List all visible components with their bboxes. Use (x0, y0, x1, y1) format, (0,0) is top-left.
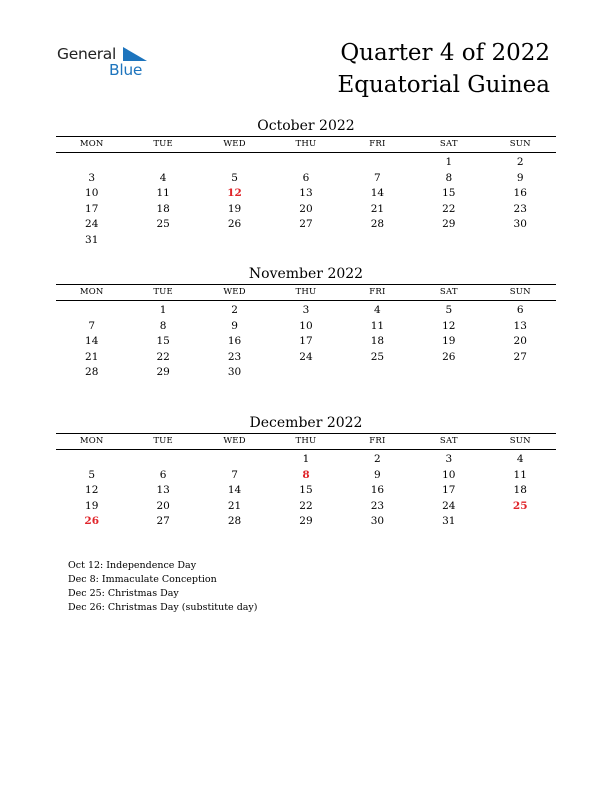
day-cell: 20 (513, 335, 527, 347)
day-cell: 17 (442, 484, 456, 496)
week-row (56, 452, 556, 468)
week-row (56, 499, 556, 515)
day-cell: 22 (156, 350, 170, 363)
day-cell: 8 (302, 468, 310, 481)
day-cell: 2 (516, 156, 524, 168)
day-cell: 25 (156, 218, 170, 230)
day-cell (485, 365, 556, 381)
day-cell: 17 (85, 202, 99, 215)
day-cell: 9 (231, 319, 238, 332)
holiday-note: Dec 26: Christmas Day (substitute day) (68, 602, 258, 613)
day-cell: 7 (374, 171, 381, 184)
day-cell: 18 (513, 484, 527, 496)
day-cell: 18 (156, 202, 170, 215)
day-cell: 1 (159, 304, 167, 316)
week-row (56, 217, 556, 233)
day-cell (199, 233, 270, 249)
day-cell: 20 (299, 202, 313, 215)
month-title: November 2022 (248, 266, 364, 282)
day-cell: 4 (516, 453, 524, 465)
day-cell: 31 (85, 233, 99, 246)
day-cell: 3 (302, 304, 310, 316)
weekday-label: SAT (439, 287, 458, 297)
day-cell: 12 (227, 187, 242, 199)
weekday-label: MON (79, 436, 104, 446)
holiday-notes (68, 559, 258, 615)
page-title (337, 37, 550, 101)
week-row (56, 468, 556, 484)
weekday-label: WED (223, 287, 246, 297)
day-cell (413, 233, 484, 249)
day-cell: 24 (85, 218, 99, 230)
day-cell (56, 155, 127, 171)
day-cell: 16 (513, 187, 527, 199)
weekday-label: FRI (369, 139, 386, 149)
weekday-label: SUN (509, 139, 531, 149)
day-cell (342, 233, 413, 249)
day-cell: 10 (85, 187, 99, 199)
month-november (56, 264, 556, 381)
month-title: December 2022 (249, 415, 363, 431)
day-cell: 14 (370, 187, 385, 199)
weekday-label: WED (223, 139, 246, 149)
day-cell (127, 452, 198, 468)
day-cell: 21 (370, 202, 385, 215)
week-row (56, 350, 556, 366)
day-cell (342, 155, 413, 171)
month-title: October 2022 (257, 118, 355, 134)
day-cell: 6 (159, 468, 167, 481)
triangle-flag-icon (123, 47, 147, 61)
day-cell: 23 (370, 499, 385, 512)
day-cell: 6 (516, 304, 524, 316)
day-cell (270, 233, 341, 249)
day-cell: 13 (299, 187, 313, 199)
day-cell: 7 (231, 468, 238, 481)
day-cell (270, 155, 341, 171)
day-cell (342, 365, 413, 381)
weekday-label: MON (79, 139, 104, 149)
week-row (56, 365, 556, 381)
weekday-label: THU (295, 287, 317, 297)
month-grid (56, 153, 556, 248)
month-grid (56, 450, 556, 530)
day-cell: 30 (370, 515, 385, 527)
day-cell: 3 (445, 453, 453, 465)
day-cell: 24 (442, 499, 456, 512)
week-row (56, 233, 556, 249)
day-cell (127, 155, 198, 171)
day-cell: 3 (88, 171, 96, 184)
weekday-label: MON (79, 287, 104, 297)
day-cell: 10 (442, 468, 456, 481)
weekday-header (56, 285, 556, 301)
week-row (56, 155, 556, 171)
day-cell: 10 (299, 319, 313, 332)
weekday-label: SAT (439, 139, 458, 149)
day-cell: 28 (227, 515, 242, 527)
day-cell: 21 (85, 350, 99, 363)
day-cell: 9 (516, 171, 524, 184)
day-cell: 27 (513, 350, 527, 363)
day-cell: 8 (159, 319, 167, 332)
week-row (56, 319, 556, 335)
day-cell: 23 (513, 202, 527, 215)
week-row (56, 186, 556, 202)
week-row (56, 334, 556, 350)
logo-general-text: General (57, 45, 116, 63)
week-row (56, 514, 556, 530)
weekday-label: SUN (509, 436, 531, 446)
day-cell (199, 155, 270, 171)
day-cell (485, 514, 556, 530)
day-cell: 19 (227, 202, 242, 215)
day-cell: 16 (370, 484, 385, 496)
day-cell: 22 (442, 202, 456, 215)
day-cell (270, 365, 341, 381)
day-cell: 14 (227, 484, 242, 496)
day-cell: 4 (159, 171, 167, 184)
day-cell (485, 233, 556, 249)
week-row (56, 202, 556, 218)
day-cell: 18 (370, 335, 385, 347)
month-december (56, 413, 556, 530)
day-cell: 8 (445, 171, 453, 184)
weekday-label: TUE (153, 436, 173, 446)
day-cell: 2 (231, 304, 238, 316)
day-cell: 29 (442, 218, 456, 230)
day-cell: 7 (88, 319, 96, 332)
holiday-note: Dec 8: Immaculate Conception (68, 574, 217, 585)
day-cell: 29 (299, 515, 313, 527)
day-cell (413, 365, 484, 381)
day-cell: 14 (85, 335, 99, 347)
day-cell: 26 (442, 350, 456, 363)
day-cell: 30 (513, 218, 527, 230)
day-cell: 13 (156, 484, 170, 496)
day-cell: 31 (442, 515, 456, 527)
weekday-label: THU (295, 139, 317, 149)
month-grid (56, 301, 556, 381)
day-cell: 16 (227, 335, 242, 347)
day-cell: 26 (227, 218, 242, 230)
weekday-header (56, 137, 556, 153)
day-cell: 24 (299, 350, 313, 363)
day-cell: 13 (513, 319, 527, 332)
day-cell: 11 (156, 187, 170, 199)
day-cell (127, 233, 198, 249)
day-cell: 29 (156, 366, 170, 378)
day-cell: 28 (370, 218, 385, 230)
holiday-note: Oct 12: Independence Day (68, 560, 197, 571)
weekday-label: WED (223, 436, 246, 446)
country-title: Equatorial Guinea (337, 72, 550, 98)
day-cell: 25 (370, 350, 385, 363)
day-cell: 2 (374, 453, 381, 465)
day-cell: 25 (512, 499, 528, 512)
week-row (56, 303, 556, 319)
day-cell: 11 (370, 319, 385, 332)
weekday-label: SAT (439, 436, 458, 446)
day-cell: 27 (156, 515, 170, 527)
day-cell: 15 (442, 187, 456, 199)
logo-blue-text: Blue (109, 61, 143, 79)
weekday-label: TUE (153, 287, 173, 297)
day-cell: 6 (302, 171, 310, 184)
day-cell: 19 (85, 499, 99, 512)
weekday-label: TUE (153, 139, 173, 149)
day-cell: 22 (299, 499, 313, 512)
quarter-title: Quarter 4 of 2022 (340, 40, 550, 66)
day-cell: 11 (513, 468, 527, 481)
day-cell: 1 (302, 453, 310, 465)
day-cell: 19 (442, 335, 456, 347)
day-cell: 23 (227, 350, 242, 363)
day-cell: 26 (84, 515, 100, 527)
day-cell: 20 (156, 499, 170, 512)
day-cell: 1 (445, 156, 453, 168)
day-cell: 21 (227, 499, 242, 512)
weekday-label: FRI (369, 436, 386, 446)
day-cell: 27 (299, 218, 313, 230)
weekday-label: FRI (369, 287, 386, 297)
day-cell: 15 (156, 335, 170, 347)
day-cell (56, 303, 127, 319)
week-row (56, 483, 556, 499)
day-cell: 15 (299, 484, 313, 496)
day-cell (56, 452, 127, 468)
day-cell: 30 (227, 366, 242, 378)
holiday-note: Dec 25: Christmas Day (68, 588, 179, 599)
day-cell (199, 452, 270, 468)
day-cell: 17 (299, 335, 313, 347)
day-cell: 4 (374, 304, 381, 316)
day-cell: 5 (445, 304, 453, 316)
day-cell: 12 (442, 319, 456, 332)
weekday-header (56, 434, 556, 450)
logo (57, 42, 167, 82)
day-cell: 28 (85, 366, 99, 378)
day-cell: 12 (85, 484, 99, 496)
month-october (56, 116, 556, 248)
week-row (56, 171, 556, 187)
day-cell: 5 (88, 468, 96, 481)
weekday-label: THU (295, 436, 317, 446)
weekday-label: SUN (509, 287, 531, 297)
day-cell: 5 (231, 171, 238, 184)
day-cell: 9 (374, 468, 381, 481)
